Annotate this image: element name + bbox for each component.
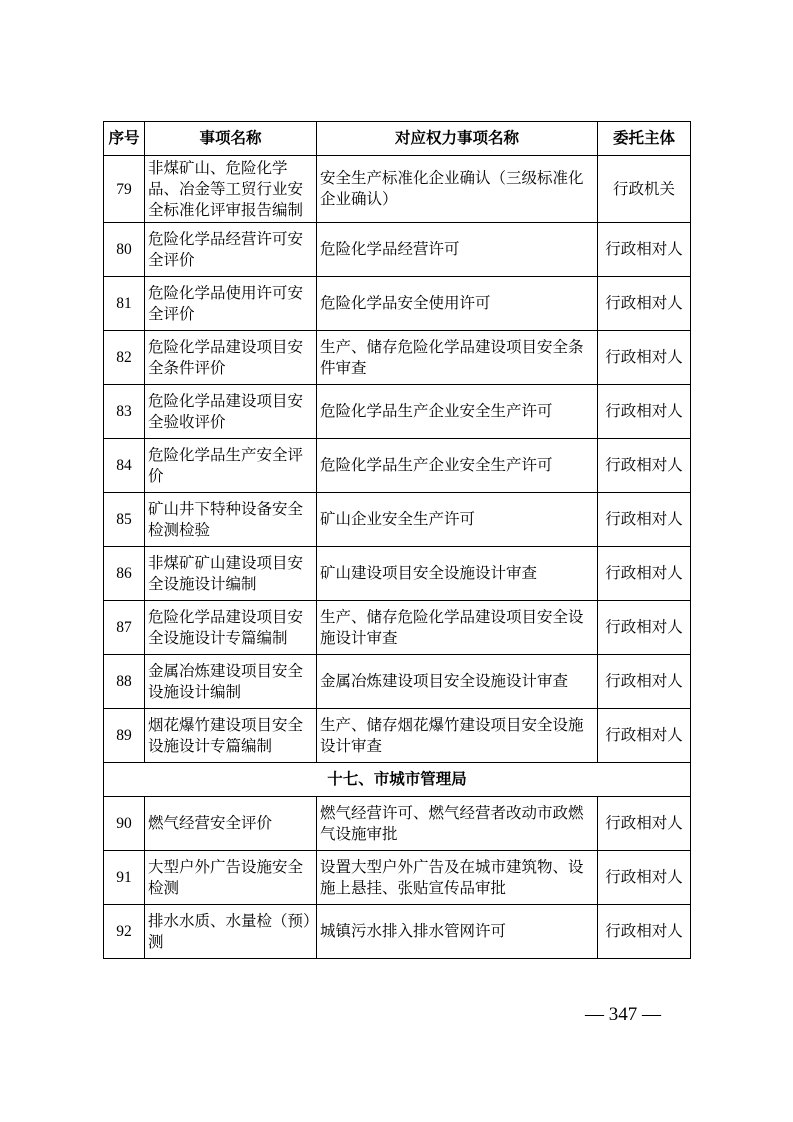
item-name: 排水水质、水量检（预）测: [145, 905, 317, 959]
entrusting-entity: 行政相对人: [598, 797, 691, 851]
section-header-row: [104, 763, 691, 797]
table-row: [104, 493, 691, 547]
entrusting-entity: 行政相对人: [598, 331, 691, 385]
entrusting-entity: 行政相对人: [598, 223, 691, 277]
serial-number: 82: [104, 331, 145, 385]
table-header-row: [104, 122, 691, 156]
entrusting-entity: 行政相对人: [598, 655, 691, 709]
power-item-name: 金属冶炼建设项目安全设施设计审查: [317, 655, 598, 709]
serial-number: 83: [104, 385, 145, 439]
serial-number: 89: [104, 709, 145, 763]
serial-number: 92: [104, 905, 145, 959]
table-row: [104, 277, 691, 331]
item-name: 燃气经营安全评价: [145, 797, 317, 851]
item-name: 大型户外广告设施安全检测: [145, 851, 317, 905]
item-name: 危险化学品建设项目安全条件评价: [145, 331, 317, 385]
table-row: [104, 156, 691, 223]
page-number: — 347 —: [585, 1004, 661, 1025]
entrusting-entity: 行政相对人: [598, 601, 691, 655]
entrusting-entity: 行政机关: [598, 156, 691, 223]
serial-number: 91: [104, 851, 145, 905]
power-item-name: 危险化学品经营许可: [317, 223, 598, 277]
header-serial: 序号: [104, 122, 145, 156]
table-row: [104, 439, 691, 493]
header-entrusting-entity: 委托主体: [598, 122, 691, 156]
power-item-name: 危险化学品生产企业安全生产许可: [317, 385, 598, 439]
serial-number: 90: [104, 797, 145, 851]
table-row: [104, 223, 691, 277]
entrusting-entity: 行政相对人: [598, 709, 691, 763]
power-item-name: 城镇污水排入排水管网许可: [317, 905, 598, 959]
power-item-name: 安全生产标准化企业确认（三级标准化企业确认）: [317, 156, 598, 223]
item-name: 非煤矿矿山建设项目安全设施设计编制: [145, 547, 317, 601]
power-item-name: 危险化学品生产企业安全生产许可: [317, 439, 598, 493]
power-item-name: 生产、储存危险化学品建设项目安全设施设计审查: [317, 601, 598, 655]
power-item-name: 矿山建设项目安全设施设计审查: [317, 547, 598, 601]
table-row: [104, 709, 691, 763]
entrusting-entity: 行政相对人: [598, 385, 691, 439]
table-row: [104, 601, 691, 655]
header-power-item-name: 对应权力事项名称: [317, 122, 598, 156]
power-item-name: 矿山企业安全生产许可: [317, 493, 598, 547]
serial-number: 87: [104, 601, 145, 655]
serial-number: 86: [104, 547, 145, 601]
table-row: [104, 797, 691, 851]
item-name: 矿山井下特种设备安全检测检验: [145, 493, 317, 547]
power-item-name: 燃气经营许可、燃气经营者改动市政燃气设施审批: [317, 797, 598, 851]
power-item-name: 设置大型户外广告及在城市建筑物、设施上悬挂、张贴宣传品审批: [317, 851, 598, 905]
entrusting-entity: 行政相对人: [598, 493, 691, 547]
item-name: 非煤矿山、危险化学品、冶金等工贸行业安全标准化评审报告编制: [145, 156, 317, 223]
table-row: [104, 331, 691, 385]
table-row: [104, 655, 691, 709]
table-row: [104, 851, 691, 905]
entrusting-entity: 行政相对人: [598, 547, 691, 601]
power-item-name: 危险化学品安全使用许可: [317, 277, 598, 331]
serial-number: 85: [104, 493, 145, 547]
table-row: [104, 547, 691, 601]
entrusting-entity: 行政相对人: [598, 851, 691, 905]
entrusting-entity: 行政相对人: [598, 439, 691, 493]
entrusting-entity: 行政相对人: [598, 277, 691, 331]
serial-number: 79: [104, 156, 145, 223]
table-row: [104, 385, 691, 439]
item-name: 烟花爆竹建设项目安全设施设计专篇编制: [145, 709, 317, 763]
item-name: 危险化学品经营许可安全评价: [145, 223, 317, 277]
power-item-name: 生产、储存危险化学品建设项目安全条件审查: [317, 331, 598, 385]
item-name: 危险化学品使用许可安全评价: [145, 277, 317, 331]
header-item-name: 事项名称: [145, 122, 317, 156]
serial-number: 88: [104, 655, 145, 709]
item-name: 危险化学品建设项目安全设施设计专篇编制: [145, 601, 317, 655]
entrusting-entity: 行政相对人: [598, 905, 691, 959]
table-row: [104, 905, 691, 959]
power-item-name: 生产、储存烟花爆竹建设项目安全设施设计审查: [317, 709, 598, 763]
authorization-table: [103, 121, 691, 959]
serial-number: 81: [104, 277, 145, 331]
section-title: 十七、市城市管理局: [104, 763, 691, 797]
item-name: 危险化学品生产安全评价: [145, 439, 317, 493]
item-name: 危险化学品建设项目安全验收评价: [145, 385, 317, 439]
item-name: 金属冶炼建设项目安全设施设计编制: [145, 655, 317, 709]
serial-number: 80: [104, 223, 145, 277]
serial-number: 84: [104, 439, 145, 493]
